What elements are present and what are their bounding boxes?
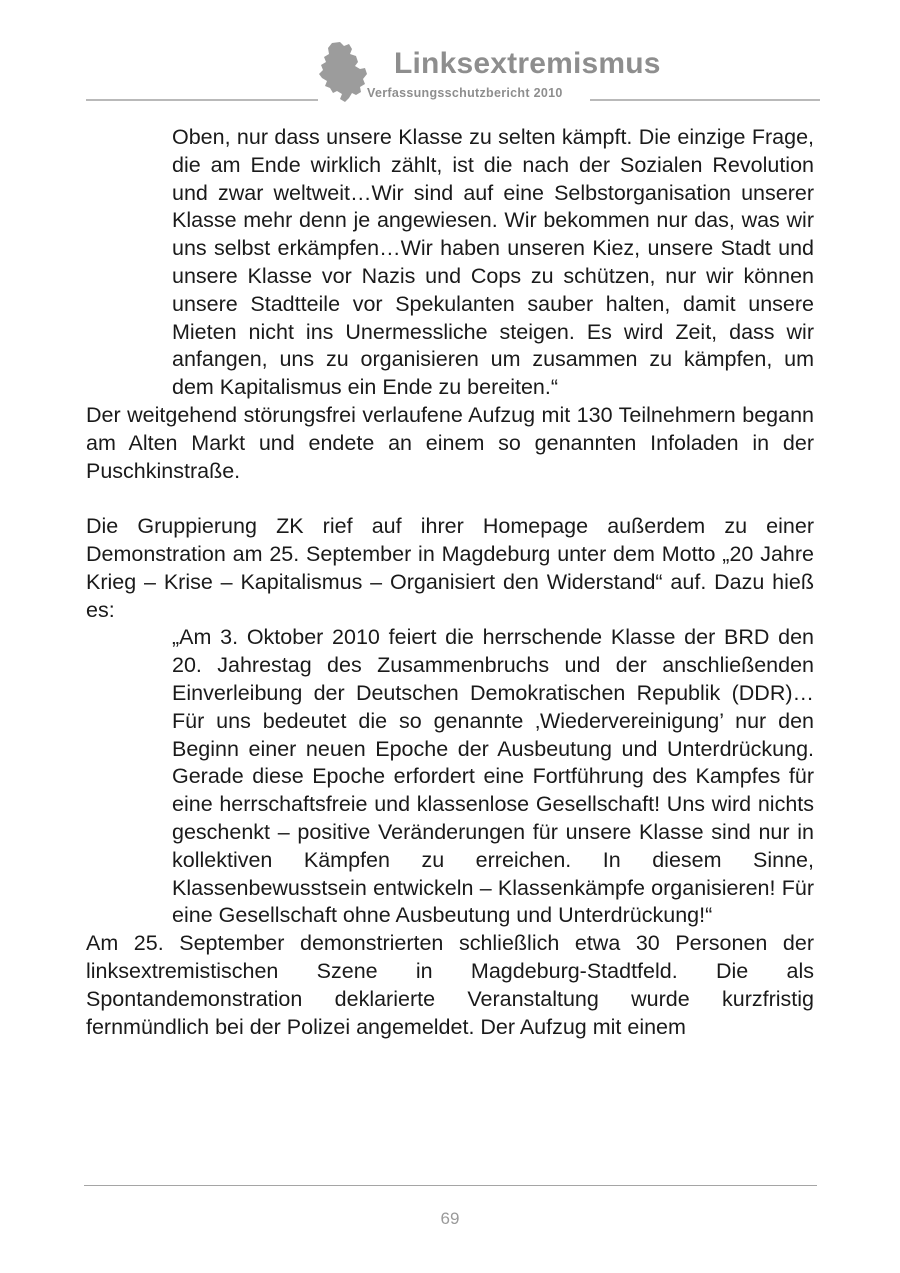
header-rule-left xyxy=(86,99,318,101)
page-header xyxy=(0,0,900,110)
paragraph-1: Der weitgehend störungsfrei verlaufene Aufzug mit 130 Teilnehmern begann am Alten Markt und endete an einem so genannten Infoladen in der Puschkinstraße. xyxy=(86,402,814,483)
document-body xyxy=(86,124,814,1041)
header-rule-right xyxy=(590,99,820,101)
paragraph-gap xyxy=(86,485,814,513)
footer-rule xyxy=(84,1185,817,1186)
paragraph-2: Die Gruppierung ZK rief auf ihrer Homepage außerdem zu einer Demonstration am 25. September in Magdeburg unter dem Motto „20 Jahre Krieg – Krise – Kapitalismus – Organisiert den Widerstand“ auf. Dazu hieß es: xyxy=(86,514,814,622)
paragraph-3: Am 25. September demonstrierten schließlich etwa 30 Personen der linksextremistischen Szene in Magdeburg-Stadtfeld. Die als Spontandemonstration deklarierte Veranstaltung wurde kurzfristig fernmündlich bei der Polizei angemeldet. Der Aufzug mit einem xyxy=(86,931,814,1039)
header-subtitle: Verfassungsschutzbericht 2010 xyxy=(367,86,563,100)
page-number: 69 xyxy=(440,1209,460,1228)
block-quote-2: „Am 3. Oktober 2010 feiert die herrschende Klasse der BRD den 20. Jahrestag des Zusammenbruchs und der anschließenden Einverleibung der Deutschen Demokratischen Republik (DDR)…Für uns bedeutet die so genannte ‚Wiedervereinigung’ nur den Beginn einer neuen Epoche der Ausbeutung und Unterdrückung. Gerade diese Epoche erfordert eine Fortführung des Kampfes für eine herrschaftsfreie und klassenlose Gesellschaft! Uns wird nichts geschenkt – positive Veränderungen für unsere Klasse sind nur in kollektiven Kämpfen zu erreichen. In diesem Sinne, Klassenbewusstsein entwickeln – Klassenkämpfe organisieren! Für eine Gesellschaft ohne Ausbeutung und Unterdrückung!“ xyxy=(172,625,814,928)
block-quote-1: Oben, nur dass unsere Klasse zu selten kämpft. Die einzige Frage, die am Ende wirklich zählt, ist die nach der Sozialen Revolution und zwar weltweit…Wir sind auf eine Selbstorganisation unserer Klasse mehr denn je angewiesen. Wir bekommen nur das, was wir uns selbst erkämpfen…Wir haben unseren Kiez, unsere Stadt und unsere Klasse vor Nazis und Cops zu schützen, nur wir können unsere Stadtteile vor Spekulanten sauber halten, damit unsere Mieten nicht ins Unermessliche steigen. Es wird Zeit, dass wir anfangen, uns zu organisieren um zusammen zu kämpfen, um dem Kapitalismus ein Ende zu bereiten.“ xyxy=(172,125,814,400)
saxony-anhalt-map-icon xyxy=(318,41,368,103)
header-title: Linksextremismus xyxy=(394,47,661,80)
